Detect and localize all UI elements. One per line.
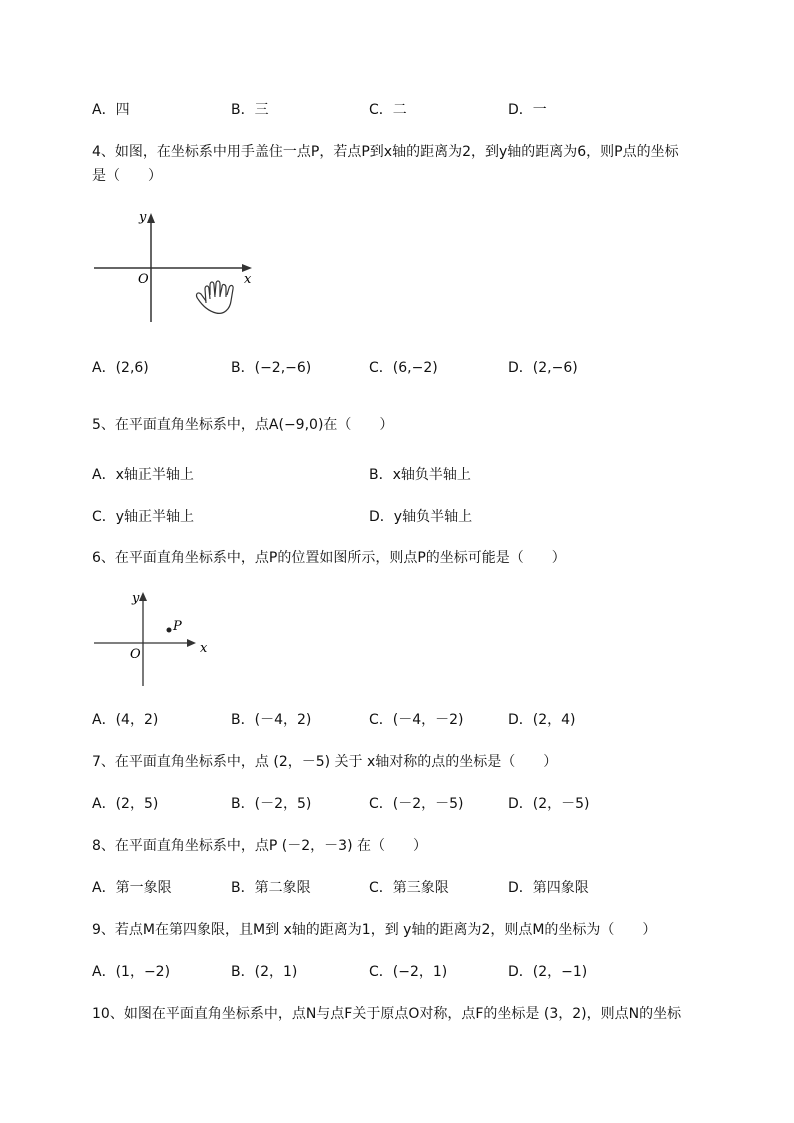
q6-y-label: y bbox=[132, 591, 140, 606]
q4-stem-line1: 4、如图，在坐标系中用手盖住一点P，若点P到x轴的距离为2，到y轴的距离为6，则P点的坐标 bbox=[92, 144, 679, 160]
q6-stem: 6、在平面直角坐标系中，点P的位置如图所示，则点P的坐标可能是（ ） bbox=[92, 550, 566, 566]
q9-option-c: C．(−2，1) bbox=[369, 964, 448, 980]
q7-option-c: C．(－2，－5) bbox=[369, 796, 464, 812]
q5-stem: 5、在平面直角坐标系中，点A(−9,0)在（ ） bbox=[92, 417, 394, 433]
q7-option-b: B．(－2，5) bbox=[231, 796, 312, 812]
q7-option-a: A．(2，5) bbox=[92, 796, 159, 812]
q4-stem-line2: 是（ ） bbox=[92, 168, 162, 184]
q3-option-c: C．二 bbox=[369, 102, 407, 118]
q9-stem: 9、若点M在第四象限，且M到 x轴的距离为1，到 y轴的距离为2，则点M的坐标为（ ） bbox=[92, 922, 657, 938]
q6-option-a: A．(4，2) bbox=[92, 712, 159, 728]
q6-x-label: x bbox=[200, 641, 208, 656]
q6-figure bbox=[92, 588, 217, 690]
q6-point-p bbox=[167, 628, 172, 633]
q5-option-a: A．x轴正半轴上 bbox=[92, 467, 194, 483]
q8-option-b: B．第二象限 bbox=[231, 880, 311, 896]
q9-option-b: B．(2，1) bbox=[231, 964, 298, 980]
q9-option-a: A．(1，−2) bbox=[92, 964, 171, 980]
q7-stem: 7、在平面直角坐标系中，点 (2，－5) 关于 x轴对称的点的坐标是（ ） bbox=[92, 754, 558, 770]
q5-option-d: D．y轴负半轴上 bbox=[369, 509, 473, 525]
q4-option-a: A．(2,6) bbox=[92, 360, 149, 376]
q3-option-d: D．一 bbox=[508, 102, 547, 118]
q5-option-b: B．x轴负半轴上 bbox=[369, 467, 471, 483]
q4-figure bbox=[92, 205, 262, 330]
q8-option-a: A．第一象限 bbox=[92, 880, 172, 896]
q5-option-c: C．y轴正半轴上 bbox=[92, 509, 195, 525]
q4-y-label: y bbox=[139, 210, 147, 225]
q6-point-label: P bbox=[173, 619, 182, 634]
q4-option-d: D．(2,−6) bbox=[508, 360, 578, 376]
q6-option-d: D．(2，4) bbox=[508, 712, 576, 728]
q8-option-d: D．第四象限 bbox=[508, 880, 589, 896]
hand-icon bbox=[197, 281, 234, 313]
q8-option-c: C．第三象限 bbox=[369, 880, 449, 896]
q4-x-label: x bbox=[244, 272, 252, 287]
q9-option-d: D．(2，−1) bbox=[508, 964, 588, 980]
q6-option-b: B．(－4，2) bbox=[231, 712, 312, 728]
q3-option-a: A．四 bbox=[92, 102, 130, 118]
q3-option-b: B．三 bbox=[231, 102, 269, 118]
q6-origin-label: O bbox=[130, 647, 141, 662]
q7-option-d: D．(2，－5) bbox=[508, 796, 590, 812]
q6-option-c: C．(－4，－2) bbox=[369, 712, 464, 728]
q10-stem: 10、如图在平面直角坐标系中，点N与点F关于原点O对称，点F的坐标是 (3，2)，则点N的坐标 bbox=[92, 1006, 682, 1022]
q4-option-b: B．(−2,−6) bbox=[231, 360, 312, 376]
q4-option-c: C．(6,−2) bbox=[369, 360, 438, 376]
q8-stem: 8、在平面直角坐标系中，点P (－2，－3) 在（ ） bbox=[92, 838, 427, 854]
q4-origin-label: O bbox=[138, 272, 149, 287]
